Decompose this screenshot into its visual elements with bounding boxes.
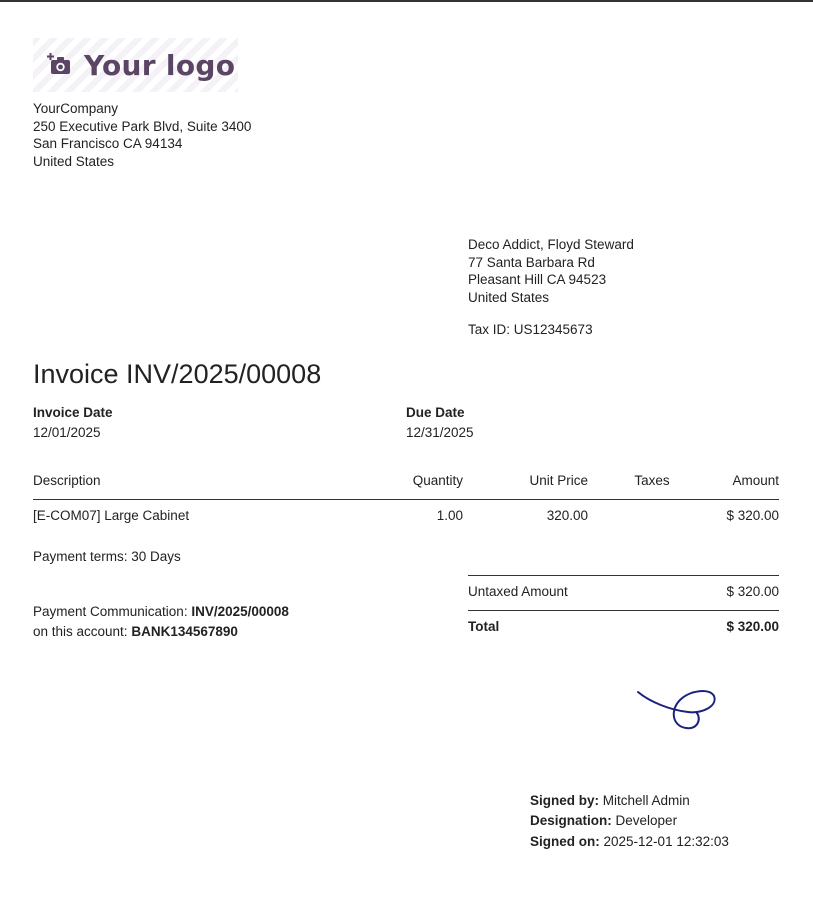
payment-communication (33, 604, 289, 619)
total-value: $ 320.00 (726, 619, 779, 634)
payment-account-label: on this account: (33, 624, 128, 639)
top-border (0, 0, 813, 2)
company-name: YourCompany (33, 101, 119, 116)
col-header-description: Description (33, 473, 101, 488)
payment-communication-label: Payment Communication: (33, 604, 188, 619)
due-date-label: Due Date (406, 405, 465, 420)
payment-terms: Payment terms: 30 Days (33, 549, 181, 564)
company-city: San Francisco CA 94134 (33, 136, 183, 151)
signed-on-label: Signed on: (530, 834, 600, 849)
signed-on-value: 2025-12-01 12:32:03 (603, 834, 729, 849)
payment-communication-value: INV/2025/00008 (191, 604, 289, 619)
customer-street: 77 Santa Barbara Rd (468, 254, 595, 270)
signed-on (530, 834, 729, 849)
invoice-date-value: 12/01/2025 (33, 425, 101, 440)
customer-tax-id: Tax ID: US12345673 (468, 322, 593, 337)
col-header-amount: Amount (732, 473, 779, 488)
logo-text: Your logo (84, 48, 236, 82)
signed-by-label: Signed by: (530, 793, 600, 808)
customer-country: United States (468, 289, 550, 305)
col-header-unit-price: Unit Price (529, 473, 588, 488)
designation-label: Designation: (530, 813, 612, 828)
untaxed-amount-value: $ 320.00 (726, 584, 779, 599)
untaxed-amount-label: Untaxed Amount (468, 584, 568, 599)
company-country: United States (33, 153, 115, 169)
company-logo (33, 38, 238, 92)
customer-name: Deco Addict, Floyd Steward (468, 237, 634, 252)
signed-by-value: Mitchell Admin (602, 793, 690, 808)
camera-add-icon (46, 52, 72, 78)
invoice-date-label: Invoice Date (33, 405, 113, 420)
designation-value: Developer (615, 813, 678, 828)
table-header-rule (33, 499, 779, 500)
customer-city: Pleasant Hill CA 94523 (468, 272, 607, 287)
invoice-title: Invoice INV/2025/00008 (33, 359, 322, 389)
signature-image (630, 682, 725, 737)
company-street: 250 Executive Park Blvd, Suite 3400 (33, 118, 252, 134)
col-header-quantity: Quantity (412, 473, 463, 488)
line-quantity: 1.00 (436, 508, 463, 523)
due-date-value: 12/31/2025 (406, 425, 474, 440)
line-amount: $ 320.00 (726, 508, 779, 523)
payment-account (33, 624, 238, 639)
signed-by (530, 793, 690, 808)
total-label: Total (468, 619, 500, 634)
company-address (33, 100, 251, 170)
customer-address (468, 236, 634, 306)
col-header-taxes: Taxes (634, 473, 670, 488)
designation (530, 813, 677, 828)
payment-account-value: BANK134567890 (131, 624, 238, 639)
totals-top-rule (468, 575, 779, 576)
line-description: [E-COM07] Large Cabinet (33, 508, 190, 523)
totals-middle-rule (468, 610, 779, 611)
line-unit-price: 320.00 (546, 508, 588, 523)
